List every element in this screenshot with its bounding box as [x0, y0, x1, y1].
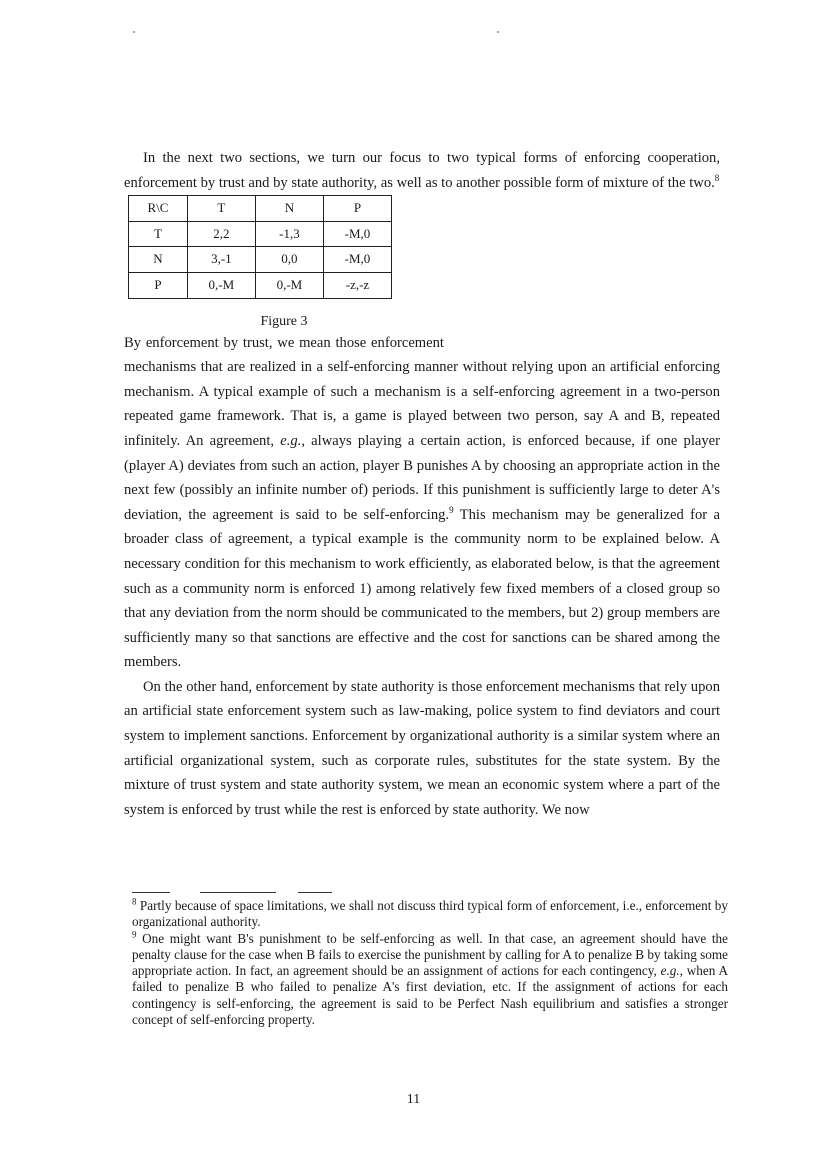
- column-header-cell: R\C: [129, 196, 188, 222]
- payoff-cell: 0,-M: [255, 272, 323, 298]
- payoff-cell: -1,3: [255, 221, 323, 247]
- paragraph-3: On the other hand, enforcement by state authority is those enforcement mechanisms that rely upon an artificial state enforcement system such as law-making, police system to find deviators and court system to implement sanctions. Enforcement by organizational authority is a similar system where an artificial organizational system, such as corporate rules, substitutes for the state system. By the mixture of trust system and state authority system, we mean an economic system where a part of the system is enforced by trust while the rest is enforced by state authority. We now: [124, 678, 720, 818]
- footnotes: [132, 898, 728, 1028]
- figure-3: [454, 200, 728, 348]
- footnote-rule: [132, 892, 170, 893]
- row-header-cell: P: [129, 272, 188, 298]
- payoff-table: [128, 195, 392, 298]
- column-header-cell: T: [187, 196, 255, 222]
- page-number: 11: [406, 1092, 421, 1107]
- footnote-9: $^9$ One might want B's punishment to be self-enforcing as well. In that case, an agreement should have the penalty clause for the case when B fails to exercise the punishment by calling for A to penalize B by taking some appropriate action. In fact, an agreement should be an assignment of actions for each contingency, e.g., when A failed to penalize B who failed to penalize A's first deviation, etc. If the assignment of actions for each contingency is self-enforcing, the agreement is said to be Perfect Nash equilibrium and satisfies a stronger concept of self-enforcing property.: [132, 929, 728, 1028]
- payoff-cell: 3,-1: [187, 247, 255, 273]
- body-text: In the next two sections, we turn our focus to two typical forms of enforcing cooperation, enforcement by trust and by state authority, as well as to another possible form of mixture of the two.$^8$ R\C T N P T 2,2 -1,3 -M,0 N 3,-1 0,0 -M,0 P 0,-M 0,-M -z,-z Figure 3 By enforcement by trust, we mean those enforcement mechanisms that are realized in a self-enforcing manner without relying upon an artificial enforcing mechanism. A typical example of such a mechanism is a self-enforcing agreement in a two-person repeated game framework. That is, a game is played between two person, say A and B, repeated infinitely. An agreement, e.g., always playing a certain action, is enforced because, if one player (player A) deviates from such an action, player B punishes A by choosing an appropriate action in the next few (possibly an infinite number of) periods. If this punishment is sufficiently large to deter A's deviation, the agreement is said to be self-enforcing.$^9$ This mechanism may be generalized for a broader class of agreement, a typical example is the community norm to be explained below. A necessary condition for this mechanism to work efficiently, as elaborated below, is that the agreement such as a community norm is enforced 1) among relatively few fixed members of a closed group so that any deviation from the norm should be communicated to the members, but 2) group members are sufficiently many so that sanctions are effective and the cost for sanctions can be shared among the members. On the other hand, enforcement by state authority is those enforcement mechanisms that rely upon an artificial state enforcement system such as law-making, police system to find deviators and court system to implement sanctions. Enforcement by organizational authority is a similar system where an artificial organizational system, such as corporate rules, substitutes for the state system. By the mixture of trust system and state authority system, we mean an economic system where a part of the system is enforced by trust while the rest is enforced by state authority. We now: [124, 146, 720, 822]
- scan-speck: [133, 31, 135, 33]
- payoff-cell: 0,0: [255, 247, 323, 273]
- scan-speck: [497, 31, 499, 33]
- payoff-cell: -M,0: [323, 221, 391, 247]
- payoff-cell: -z,-z: [323, 272, 391, 298]
- footnote-ref-9: 9: [449, 504, 454, 515]
- table-row: [129, 272, 392, 298]
- paragraph-1: In the next two sections, we turn our focus to two typical forms of enforcing cooperation, enforcement by trust and by state authority, as well as to another possible form of mixture of the two.$^8$: [124, 150, 720, 191]
- footnote-rule: [298, 892, 332, 893]
- table-row: [129, 221, 392, 247]
- table-header-row: [129, 196, 392, 222]
- payoff-cell: 2,2: [187, 221, 255, 247]
- footnote-8: $^8$ Partly because of space limitations, we shall not discuss third typical form of enforcement, i.e., enforcement by organizational authority.: [132, 896, 728, 930]
- row-header-cell: N: [129, 247, 188, 273]
- row-header-cell: T: [129, 221, 188, 247]
- payoff-cell: 0,-M: [187, 272, 255, 298]
- footnote-rule: [200, 892, 276, 893]
- column-header-cell: N: [255, 196, 323, 222]
- column-header-cell: P: [323, 196, 391, 222]
- table-row: [129, 247, 392, 273]
- payoff-cell: -M,0: [323, 247, 391, 273]
- figure-caption: Figure 3: [260, 313, 308, 329]
- footnote-ref-8: 8: [714, 172, 720, 183]
